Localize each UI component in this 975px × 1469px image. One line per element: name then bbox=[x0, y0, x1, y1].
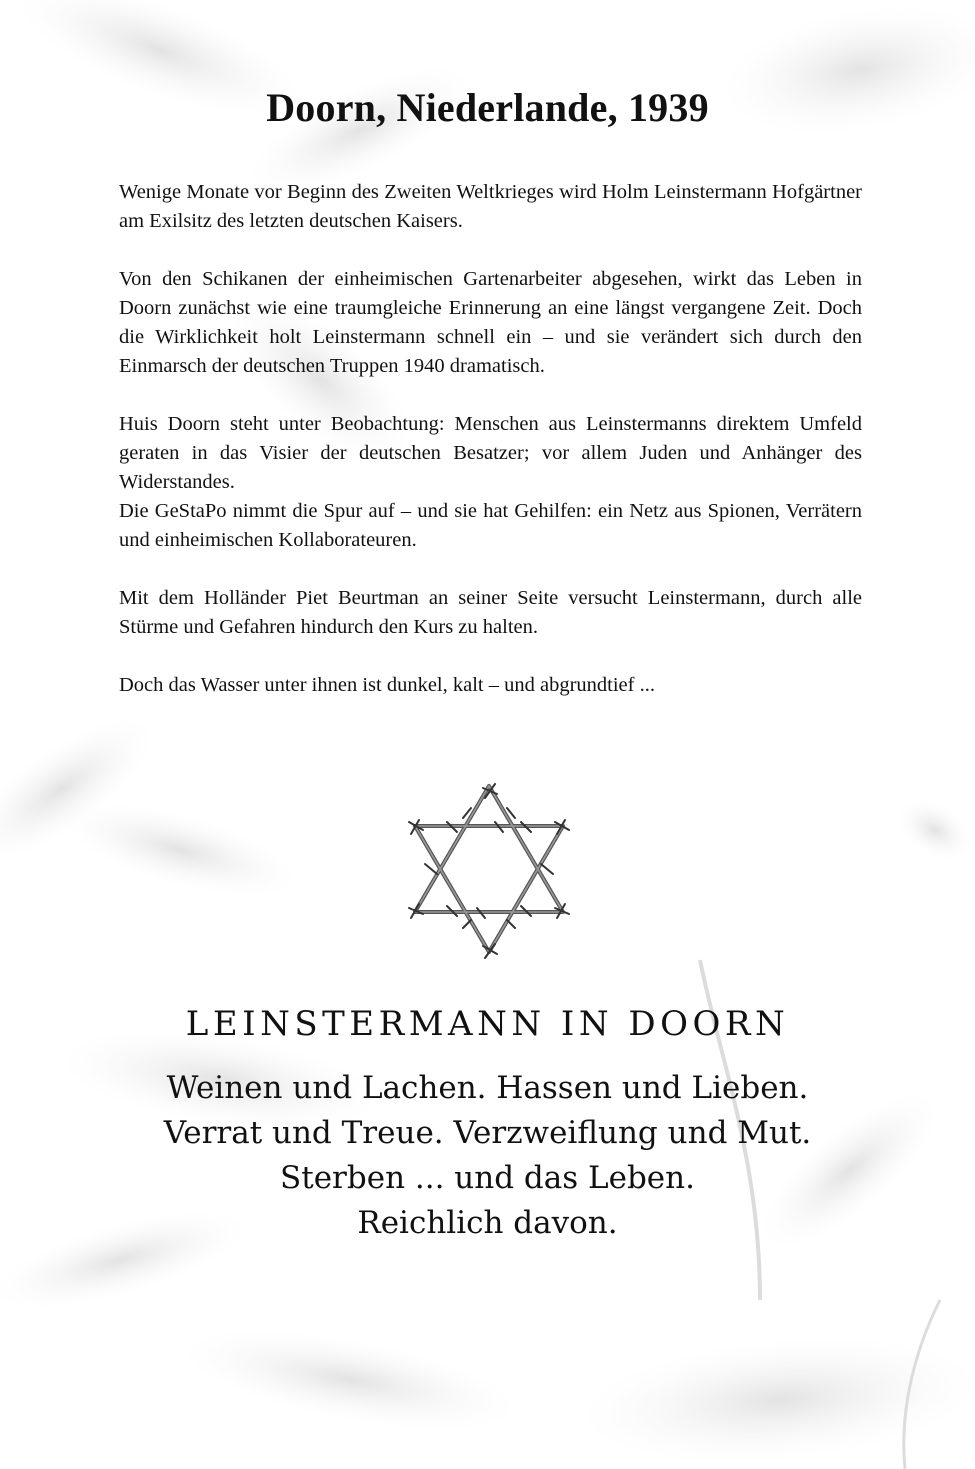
paragraph: Die GeStaPo nimmt die Spur auf – und sie hat Gehilfen: ein Netz aus Spionen, Verrätern und einheimischen Kollaborateuren. bbox=[119, 500, 862, 551]
paragraph: Doch das Wasser unter ihnen ist dunkel, kalt – und abgrundtief ... bbox=[119, 674, 655, 696]
tagline bbox=[0, 1066, 975, 1246]
tagline-line: Reichlich davon. bbox=[357, 1205, 618, 1241]
tagline-line: Weinen und Lachen. Hassen und Lieben. bbox=[166, 1070, 809, 1106]
tagline-line: Sterben ... und das Leben. bbox=[280, 1160, 695, 1196]
synopsis-text bbox=[119, 178, 862, 729]
page-title: Doorn, Niederlande, 1939 bbox=[266, 85, 709, 130]
paragraph: Wenige Monate vor Beginn des Zweiten Weltkrieges wird Holm Leinstermann Hofgärtner am Exilsitz des letzten deutschen Kaisers. bbox=[119, 181, 862, 232]
tagline-line: Verrat und Treue. Verzweiflung und Mut. bbox=[163, 1115, 812, 1151]
book-title: LEINSTERMANN IN DOORN bbox=[185, 1004, 790, 1044]
paragraph: Mit dem Holländer Piet Beurtman an seiner Seite versucht Leinstermann, durch alle Stürme und Gefahren hindurch den Kurs zu halten. bbox=[119, 587, 862, 638]
barbed-wire-star-of-david-icon bbox=[405, 778, 573, 960]
paragraph: Huis Doorn steht unter Beobachtung: Menschen aus Leinstermanns direktem Umfeld geraten in das Visier der deutschen Besatzer; vor allem Juden und Anhänger des Widerstandes. bbox=[119, 413, 862, 493]
paragraph: Von den Schikanen der einheimischen Gartenarbeiter abgesehen, wirkt das Leben in Doorn zunächst wie eine traumgleiche Erinnerung an eine längst vergangene Zeit. Doch die Wirklichkeit holt Leinstermann schnell ein – und sie verändert sich durch den Einmarsch der deutschen Truppen 1940 dramatisch. bbox=[119, 268, 862, 377]
